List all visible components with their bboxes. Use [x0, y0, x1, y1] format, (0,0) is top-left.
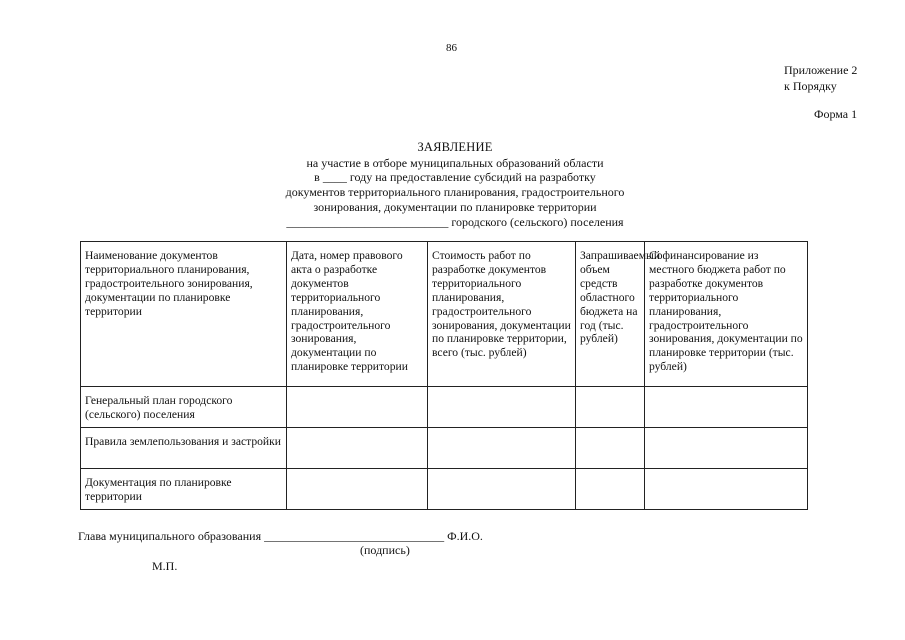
title-line-1: на участие в отборе муниципальных образований области	[306, 155, 604, 170]
row-label-planning-documentation: Документация по планировке территории	[81, 469, 287, 510]
document-title: ЗАЯВЛЕНИЕ	[417, 140, 493, 154]
header-total-cost: Стоимость работ по разработке документов территориального планирования, градостроительного зонирования, документации по планировке территории, всего (тыс. рублей)	[428, 242, 576, 387]
row-label-general-plan: Генеральный план городского (сельского) поселения	[81, 387, 287, 428]
application-table	[80, 241, 808, 510]
header-local-cofinancing: Софинансирование из местного бюджета работ по разработке документов территориального планирования, градостроительного зонирования, документации по планировке территории (тыс. рублей)	[645, 242, 808, 387]
header-document-name: Наименование документов территориального планирования, градостроительного зонирования, документации по планировке территории	[81, 242, 287, 387]
title-line-5: ___________________________ городского (сельского) поселения	[286, 215, 624, 229]
table-row	[81, 387, 808, 428]
signature-line: Глава муниципального образования ______________________________ Ф.И.О.	[78, 529, 483, 543]
title-line-3: документов территориального планирования, градостроительного	[285, 185, 625, 200]
header-legal-act: Дата, номер правового акта о разработке документов территориального планирования, градостроительного зонирования, документации по планировке территории	[287, 242, 428, 387]
cell-legal-act[interactable]	[287, 387, 428, 428]
table-row	[81, 469, 808, 510]
row-label-land-use-rules: Правила землепользования и застройки	[81, 428, 287, 469]
cell-total-cost[interactable]	[428, 469, 576, 510]
cell-requested-funds[interactable]	[576, 469, 645, 510]
appendix-line-2: к Порядку	[784, 78, 837, 93]
cell-local-cofinancing[interactable]	[645, 428, 808, 469]
title-block	[240, 140, 670, 230]
cell-legal-act[interactable]	[287, 428, 428, 469]
appendix-reference	[784, 63, 857, 94]
cell-legal-act[interactable]	[287, 469, 428, 510]
page-number: 86	[446, 42, 457, 54]
table-row	[81, 428, 808, 469]
table-header-row	[81, 242, 808, 387]
signature-caption: (подпись)	[360, 543, 410, 557]
cell-local-cofinancing[interactable]	[645, 469, 808, 510]
cell-total-cost[interactable]	[428, 387, 576, 428]
appendix-line-1: Приложение 2	[784, 63, 858, 77]
cell-requested-funds[interactable]	[576, 387, 645, 428]
title-line-2: в ____ году на предоставление субсидий на разработку	[314, 170, 596, 185]
stamp-placeholder: М.П.	[152, 559, 178, 573]
cell-requested-funds[interactable]	[576, 428, 645, 469]
header-requested-funds: Запрашиваемый объем средств областного бюджета на год (тыс. рублей)	[576, 242, 645, 387]
cell-total-cost[interactable]	[428, 428, 576, 469]
form-label: Форма 1	[814, 107, 858, 121]
title-line-4: зонирования, документации по планировке территории	[313, 200, 597, 215]
cell-local-cofinancing[interactable]	[645, 387, 808, 428]
